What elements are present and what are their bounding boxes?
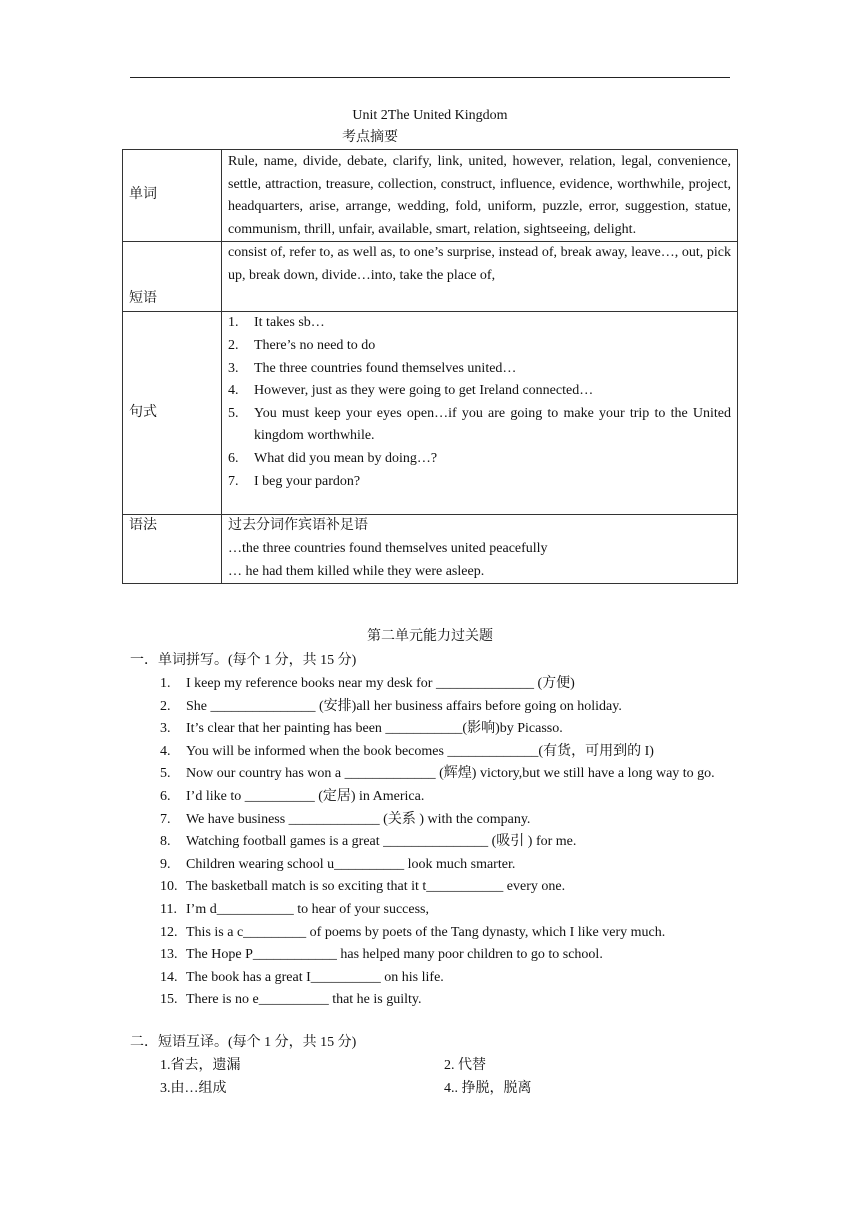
list-item: 13. The Hope P____________ has helped many poor children to go to school. xyxy=(160,947,603,963)
table-row-patterns xyxy=(123,312,738,515)
table-row-phrases xyxy=(123,242,738,312)
list-item: 5. Now our country has won a _____________ (辉煌) victory,but we still have a long way to go. xyxy=(160,766,715,782)
quiz-title: 第二单元能力过关题 xyxy=(367,629,493,644)
list-item: 4. You will be informed when the book becomes _____________(有货，可用到的 I) xyxy=(160,743,654,759)
category-cell: 句式 xyxy=(123,312,222,515)
grammar-cell xyxy=(222,515,738,584)
list-item: 4. However, just as they were going to get Ireland connected… xyxy=(228,383,594,399)
phrase-item: 3.由…组成 xyxy=(160,1081,227,1096)
list-item: 15. There is no e__________ that he is guilty. xyxy=(160,992,422,1008)
list-item: 5. You must keep your eyes open…if you are going to make your trip to the United kingdom worthwhile. xyxy=(228,405,731,444)
list-item: 8. Watching football games is a great _______________ (吸引 ) for me. xyxy=(160,834,577,850)
category-cell: 单词 xyxy=(123,150,222,242)
phrase-item: 2. 代替 xyxy=(444,1058,486,1073)
grammar-line: …the three countries found themselves united peacefully xyxy=(228,540,548,556)
section2-heading: 二．短语互译。(每个 1 分，共 15 分) xyxy=(130,1035,357,1050)
section1-heading: 一．单词拼写。(每个 1 分，共 15 分) xyxy=(130,653,357,668)
patterns-cell xyxy=(222,312,738,515)
list-item: 3. The three countries found themselves united… xyxy=(228,360,517,376)
list-item: 6. I’d like to __________ (定居) in America. xyxy=(160,788,425,804)
list-item: 11. I’m d___________ to hear of your success, xyxy=(160,901,430,917)
list-item: 7. I beg your pardon? xyxy=(228,473,361,489)
list-item: 2. There’s no need to do xyxy=(228,337,376,353)
header-rule xyxy=(130,77,730,78)
category-cell: 语法 xyxy=(123,515,222,584)
pattern-list xyxy=(228,312,731,493)
spelling-exercises xyxy=(160,673,734,1012)
phrase-item: 4.. 挣脱，脱离 xyxy=(444,1081,532,1096)
list-item: 1. I keep my reference books near my desk for ______________ (方便) xyxy=(160,676,575,691)
list-item: 10. The basketball match is so exciting that it t___________ every one. xyxy=(160,879,566,895)
summary-table xyxy=(122,149,738,584)
list-item: 6. What did you mean by doing…? xyxy=(228,450,438,466)
words-cell: Rule, name, divide, debate, clarify, link, united, however, relation, legal, convenience, settle, attraction, treasure, collection, construct, influence, evidence, worthwhile, project, headquarters, arise, arrange, wedding, fold, uniform, puzzle, error, suggestion, statue, communism, thrill, unfair, available, smart, relation, sightseeing, delight. xyxy=(222,150,738,242)
list-item: 1. It takes sb… xyxy=(228,315,325,331)
list-item: 14. The book has a great I__________ on his life. xyxy=(160,969,444,985)
list-item: 9. Children wearing school u__________ look much smarter. xyxy=(160,856,516,872)
table-row-grammar xyxy=(123,515,738,584)
unit-title: Unit 2The United Kingdom xyxy=(352,108,508,123)
list-item: 3. It’s clear that her painting has been ___________(影响)by Picasso. xyxy=(160,721,563,737)
phrase-item: 1.省去，遗漏 xyxy=(160,1058,241,1073)
table-row-words xyxy=(123,150,738,242)
list-item: 12. This is a c_________ of poems by poets of the Tang dynasty, which I like very much. xyxy=(160,924,666,940)
list-item: 2. She _______________ (安排)all her business affairs before going on holiday. xyxy=(160,698,622,714)
grammar-line: 过去分词作宾语补足语 xyxy=(228,518,368,534)
category-cell: 短语 xyxy=(123,242,222,312)
phrases-cell: consist of, refer to, as well as, to one’s surprise, instead of, break away, leave…, out, pick up, break down, divide…into, take the place of, xyxy=(222,242,738,312)
summary-label: 考点摘要 xyxy=(342,130,398,145)
grammar-line: … he had them killed while they were asleep. xyxy=(228,563,485,579)
list-item: 7. We have business _____________ (关系 ) with the company. xyxy=(160,811,531,827)
